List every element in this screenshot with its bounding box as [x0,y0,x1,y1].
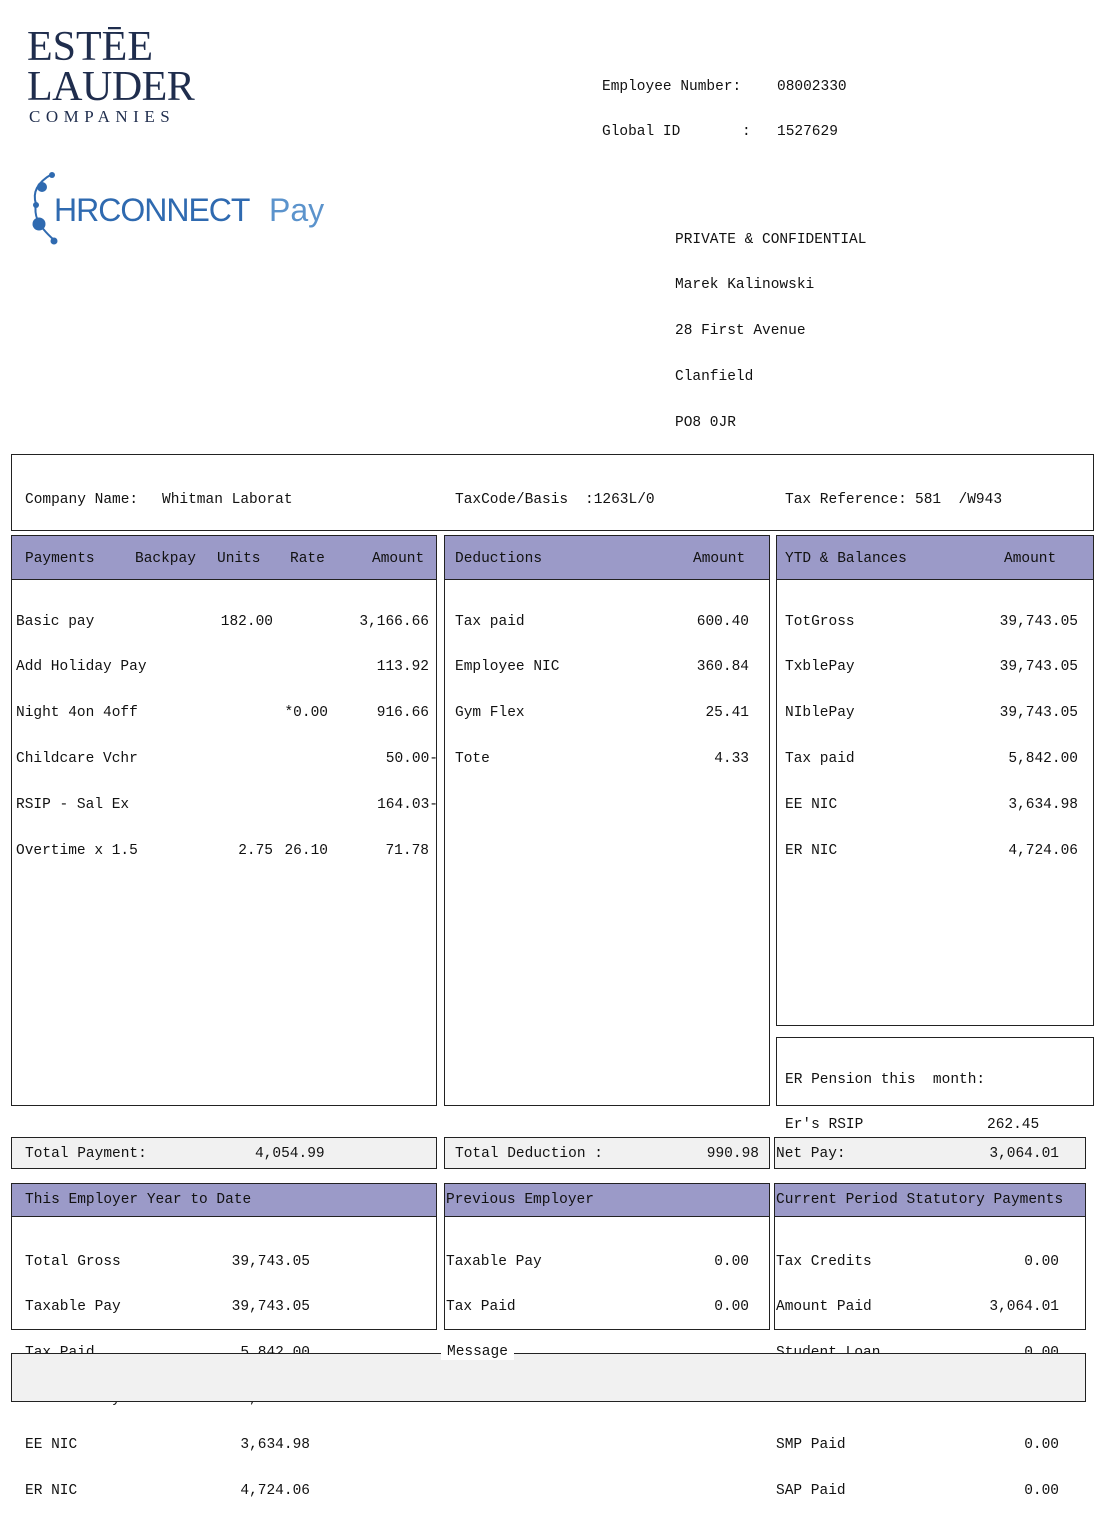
employer-ytd-header [12,1184,436,1217]
logo-line-3: COMPANIES [29,107,176,126]
tax-reference-label: Tax Reference: [785,491,907,508]
payment-row [16,797,438,814]
previous-employer-row [446,1255,749,1270]
logo-line-1: ESTĒE [27,24,153,70]
ytd-desc: NIblePay [785,705,855,722]
statutory-header [775,1184,1085,1217]
pension-box [776,1037,1094,1134]
statutory-row [776,1438,1059,1453]
payment-amount: 164.03- [377,797,438,814]
ytd-desc: Tax paid [785,751,855,768]
deduction-row [455,706,749,721]
employer-ytd-desc: Taxable Pay [25,1299,121,1316]
address-line-4: Clanfield [675,369,754,386]
payment-units: 182.00 [220,613,273,630]
employer-ytd-row [25,1255,310,1270]
employer-ytd-row [25,1484,310,1499]
er-rsip-label: Er's RSIP [785,1117,864,1134]
payment-rate: 26.10 [284,843,328,860]
taxcode: :1263L/0 [585,491,655,508]
deduction-row [455,660,749,675]
previous-employer-desc: Taxable Pay [446,1253,542,1270]
ytd-row [785,706,1078,721]
hrconnect-pay-logo [28,170,338,250]
payment-row [16,706,434,721]
payment-desc: RSIP - Sal Ex [16,797,130,814]
statutory-amount: 0.00 [1024,1483,1059,1500]
employer-ytd-desc: EE NIC [25,1437,78,1454]
company-name-label: Company Name: [25,491,139,508]
deductions-amount-col-title: Amount [693,551,746,567]
ytd-desc: ER NIC [785,843,838,860]
employer-ytd-desc: ER NIC [25,1483,78,1500]
deduction-desc: Tote [455,751,490,768]
units-col-title: Units [217,551,261,567]
rate-col-title: Rate [290,551,325,567]
ytd-balances-box [776,535,1094,1026]
ytd-header [777,536,1093,580]
message-box [11,1344,1086,1402]
total-deduction-label: Total Deduction : [455,1146,603,1162]
deduction-row [455,615,749,630]
company-name: Whitman Laborat [162,491,293,508]
deduction-desc: Gym Flex [455,705,525,722]
address-line-5: PO8 0JR [675,415,736,432]
previous-employer-header [445,1184,769,1217]
employer-ytd-row [25,1438,310,1453]
payment-amount: 916.66 [376,705,429,722]
net-pay-box [774,1137,1086,1169]
ytd-amount: 39,743.05 [999,705,1078,722]
total-payment-box [11,1137,437,1169]
total-payment: 4,054.99 [255,1146,325,1162]
employer-ytd-amount: 39,743.05 [231,1253,310,1270]
total-payment-label: Total Payment: [25,1146,147,1162]
total-deduction-box [444,1137,770,1169]
address-line-1: PRIVATE & CONFIDENTIAL [675,231,867,248]
statutory-desc: SAP Paid [776,1483,846,1500]
global-id-label: Global ID [602,124,681,141]
ytd-amount: 5,842.00 [1008,751,1078,768]
employer-ytd-amount: 4,724.06 [240,1483,310,1500]
logo-line-2: LAUDER [27,64,195,110]
deductions-col-title: Deductions [455,551,543,567]
total-deduction: 990.98 [706,1146,759,1162]
payments-box [11,535,437,1106]
payment-rate: *0.00 [284,705,328,722]
ytd-row [785,844,1078,859]
global-id: 1527629 [777,124,838,141]
er-pension-label: ER Pension this month: [785,1071,986,1088]
backpay-col-title: Backpay [135,551,196,567]
taxcode-label: TaxCode/Basis [455,491,569,508]
address-line-2: Marek Kalinowski [675,277,815,294]
ytd-amount: 3,634.98 [1008,797,1078,814]
payment-row [16,615,434,630]
deductions-header [445,536,769,580]
employer-ytd-title: This Employer Year to Date [25,1192,252,1208]
deduction-desc: Tax paid [455,613,525,630]
statutory-amount: 0.00 [1024,1437,1059,1454]
payment-amount: 3,166.66 [359,613,429,630]
payment-row [16,660,434,675]
deduction-desc: Employee NIC [455,659,560,676]
deduction-amount: 4.33 [714,751,749,768]
net-pay-label: Net Pay: [776,1146,846,1162]
employer-ytd-box [11,1183,437,1500]
payment-amount: 50.00- [385,751,438,768]
previous-employer-row [446,1300,749,1315]
ytd-row [785,798,1078,813]
global-id-colon: : [742,124,751,141]
ytd-amount: 39,743.05 [999,613,1078,630]
statutory-desc: Amount Paid [776,1299,872,1316]
payment-desc: Add Holiday Pay [16,659,147,676]
employer-ytd-amount: 39,743.05 [231,1299,310,1316]
statutory-row [776,1255,1059,1270]
previous-employer-desc: Tax Paid [446,1299,516,1316]
statutory-row [776,1300,1059,1315]
deduction-amount: 600.40 [696,613,749,630]
statutory-desc: Tax Credits [776,1253,872,1270]
ytd-amount-col-title: Amount [1004,551,1057,567]
ytd-row [785,752,1078,767]
employer-ytd-desc: Total Gross [25,1253,121,1270]
previous-employer-box [444,1183,770,1330]
amount-col-title: Amount [372,551,425,567]
address-line-3: 28 First Avenue [675,323,806,340]
deductions-box [444,535,770,1106]
ytd-row [785,660,1078,675]
payment-desc: Overtime x 1.5 [16,843,138,860]
statutory-payments-box [774,1183,1086,1500]
employee-number: 08002330 [777,78,847,95]
payment-desc: Night 4on 4off [16,705,138,722]
payments-header [12,536,436,580]
payments-col-title: Payments [25,551,95,567]
previous-employer-title: Previous Employer [446,1192,594,1208]
logo-hrconnect: HRCONNECT [54,192,250,228]
payment-desc: Basic pay [16,613,95,630]
statutory-title: Current Period Statutory Payments [776,1192,1064,1208]
address-block [675,202,866,447]
employee-number-label: Employee Number: [602,78,742,95]
payment-amount: 71.78 [385,843,429,860]
pay-info-box [11,454,1094,531]
ytd-col-title: YTD & Balances [785,551,907,567]
payment-amount: 113.92 [376,659,429,676]
ytd-amount: 39,743.05 [999,659,1078,676]
payment-row [16,751,438,768]
ytd-desc: TxblePay [785,659,855,676]
deduction-amount: 360.84 [696,659,749,676]
statutory-desc: SMP Paid [776,1437,846,1454]
payment-row [16,844,434,859]
employee-id-block [602,49,847,156]
net-pay: 3,064.01 [989,1146,1059,1162]
employer-ytd-row [25,1300,310,1315]
ytd-desc: TotGross [785,613,855,630]
payment-units: 2.75 [238,843,273,860]
payment-desc: Childcare Vchr [16,751,138,768]
ytd-desc: EE NIC [785,797,838,814]
statutory-row [776,1484,1059,1499]
deduction-amount: 25.41 [705,705,749,722]
ytd-amount: 4,724.06 [1008,843,1078,860]
ytd-row [785,615,1078,630]
er-rsip-value: 262.45 [987,1117,1040,1134]
employer-ytd-amount: 3,634.98 [240,1437,310,1454]
previous-employer-amount: 0.00 [714,1299,749,1316]
statutory-amount: 0.00 [1024,1253,1059,1270]
deduction-row [455,752,749,767]
tax-reference: 581 /W943 [915,491,1003,508]
estee-lauder-logo [27,26,227,126]
message-title: Message [441,1345,514,1360]
logo-pay: Pay [269,192,325,228]
statutory-amount: 3,064.01 [989,1299,1059,1316]
previous-employer-amount: 0.00 [714,1253,749,1270]
